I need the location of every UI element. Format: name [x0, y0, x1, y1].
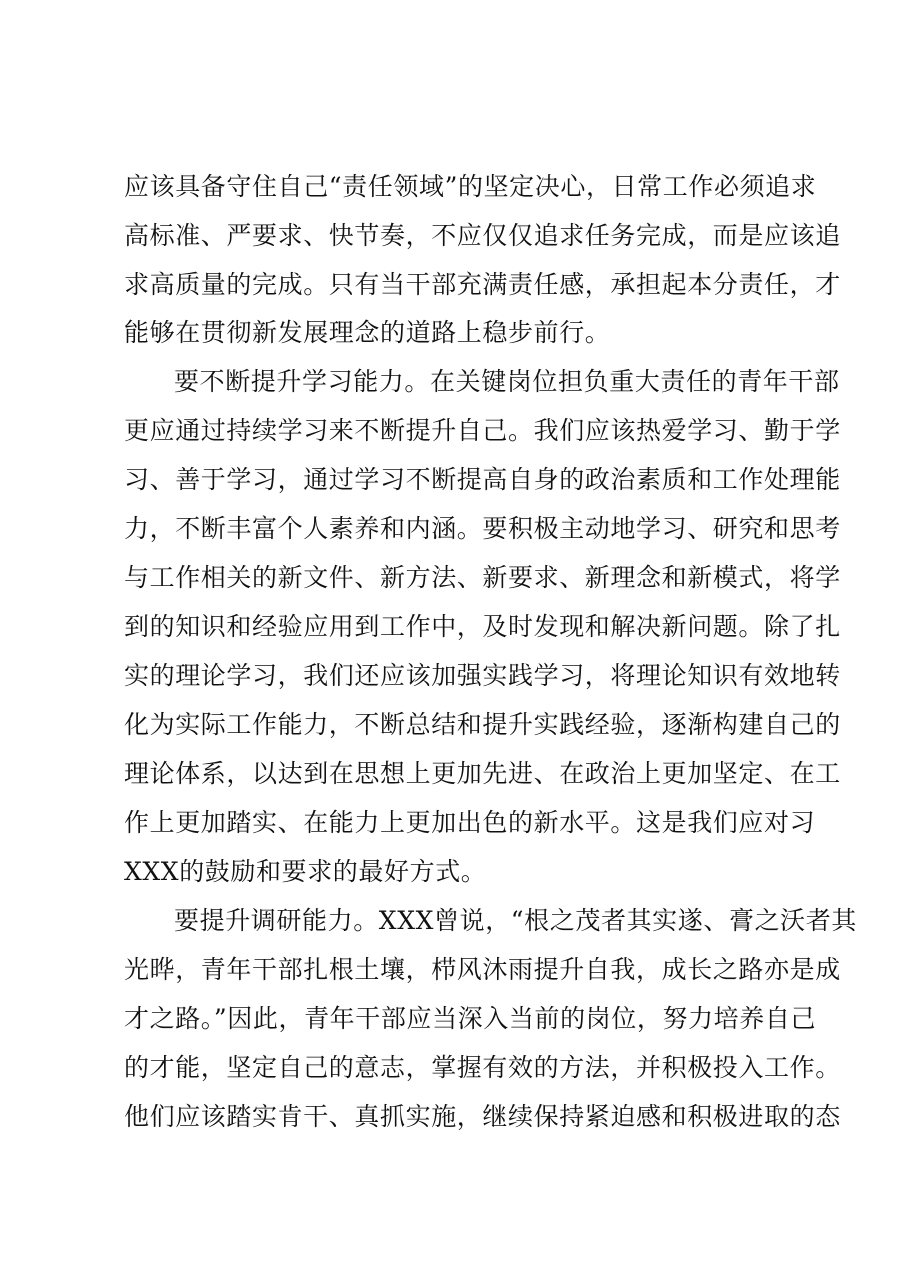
text-line: 的才能，坚定自己的意志，掌握有效的方法，并积极投入工作。 — [124, 1053, 841, 1082]
text-line: 理论体系，以达到在思想上更加先进、在政治上更加坚定、在工 — [124, 759, 841, 788]
paragraph-first-line: 要不断提升学习能力。在关键岗位担负重大责任的青年干部 — [174, 367, 840, 396]
text-line: 光晔，青年干部扎根土壤，栉风沐雨提升自我，成长之路亦是成 — [124, 955, 841, 984]
text-line: 更应通过持续学习来不断提升自己。我们应该热爱学习、勤于学 — [124, 416, 841, 445]
text-line: 实的理论学习，我们还应该加强实践学习，将理论知识有效地转 — [124, 661, 841, 690]
text-line: 高标准、严要求、快节奏，不应仅仅追求任务完成，而是应该追 — [124, 221, 841, 250]
text-line: 作上更加踏实、在能力上更加出色的新水平。这是我们应对习 — [124, 808, 816, 837]
text-line: 能够在贯彻新发展理念的道路上稳步前行。 — [124, 318, 611, 347]
text-line: 与工作相关的新文件、新方法、新要求、新理念和新模式，将学 — [124, 563, 841, 592]
text-line: 到的知识和经验应用到工作中，及时发现和解决新问题。除了扎 — [124, 612, 841, 641]
text-line: 习、善于学习，通过学习不断提高自身的政治素质和工作处理能 — [124, 465, 841, 494]
paragraph-first-line: 要提升调研能力。XXX曾说，“根之茂者其实遂、膏之沃者其 — [174, 906, 857, 935]
text-line: XXX的鼓励和要求的最好方式。 — [124, 857, 487, 886]
text-line: 他们应该踏实肯干、真抓实施，继续保持紧迫感和积极进取的态 — [124, 1102, 841, 1131]
text-line: 化为实际工作能力，不断总结和提升实践经验，逐渐构建自己的 — [124, 710, 841, 739]
text-line: 力，不断丰富个人素养和内涵。要积极主动地学习、研究和思考 — [124, 514, 841, 543]
text-line: 求高质量的完成。只有当干部充满责任感，承担起本分责任，才 — [124, 270, 841, 299]
text-line: 才之路。”因此，青年干部应当深入当前的岗位，努力培养自己 — [124, 1004, 817, 1033]
text-line: 应该具备守住自己“责任领域”的坚定决心，日常工作必须追求 — [124, 172, 817, 201]
